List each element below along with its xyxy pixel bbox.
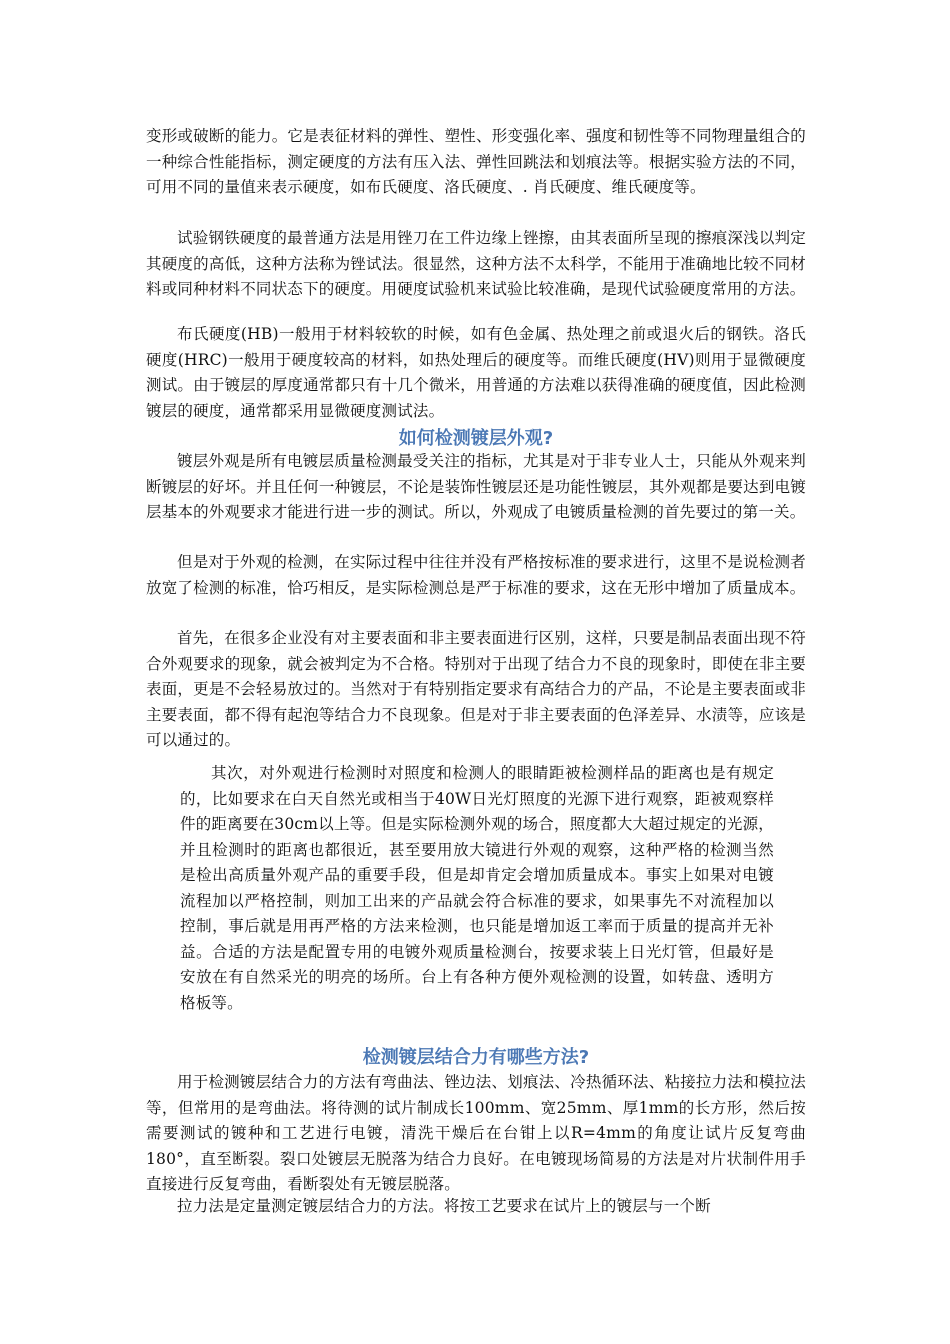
appearance-heading: 如何检测镀层外观? bbox=[398, 428, 554, 449]
adhesion-bend-test-paragraph: 用于检测镀层结合力的方法有弯曲法、锉边法、划痕法、冷热循环法、粘接拉力法和模拉法等，但常用的是弯曲法。将待测的试片制成长100mm、宽25mm、厚1mm的长方形，然后按需要测试的镀种和工艺进行电镀，清洗干燥后在台钳上以R=4mm的角度让试片反复弯曲180°，直至断裂。裂口处镀层无脱落为结合力良好。在电镀现场简易的方法是对片状制件用手直接进行反复弯曲，看断裂处有无镀层脱落。 bbox=[146, 1073, 806, 1193]
appearance-importance-paragraph: 镀层外观是所有电镀层质量检测最受关注的指标，尤其是对于非专业人士，只能从外观来判断镀层的好坏。并且任何一种镀层，不论是装饰性镀层还是功能性镀层，其外观都是要达到电镀层基本的外观要求才能进行进一步的测试。所以，外观成了电镀质量检测的首先要过的第一关。 bbox=[146, 452, 806, 521]
adhesion-heading: 检测镀层结合力有哪些方法? bbox=[362, 1047, 590, 1068]
appearance-standard-paragraph: 但是对于外观的检测，在实际过程中往往并没有严格按标准的要求进行，这里不是说检测者放宽了检测的标准，恰巧相反，是实际检测总是严于标准的要求，这在无形中增加了质量成本。 bbox=[146, 553, 806, 597]
appearance-inspection-paragraph: 其次，对外观进行检测时对照度和检测人的眼睛距被检测样品的距离也是有规定的，比如要求在白天自然光或相当于40W日光灯照度的光源下进行观察，距被观察样件的距离要在30cm以上等。但是实际检测外观的场合，照度都大大超过规定的光源，并且检测时的距离也都很近，甚至要用放大镜进行外观的观察，这种严格的检测当然是检出高质量外观产品的重要手段，但是却肯定会增加质量成本。事实上如果对电镀流程加以严格控制，则加工出来的产品就会符合标准的要求，如果事先不对流程加以控制，事后就是用再严格的方法来检测，也只能是增加返工率而于质量的提高并无补益。合适的方法是配置专用的电镀外观质量检测台，按要求装上日光灯管，但最好是安放在有自然采光的明亮的场所。台上有各种方便外观检测的设置，如转盘、透明方格板等。 bbox=[180, 764, 774, 1012]
adhesion-tensile-paragraph: 拉力法是定量测定镀层结合力的方法。将按工艺要求在试片上的镀层与一个断 bbox=[177, 1197, 711, 1215]
file-test-paragraph: 试验钢铁硬度的最普通方法是用锉刀在工件边缘上锉擦，由其表面所呈现的擦痕深浅以判定其硬度的高低，这种方法称为锉试法。很显然，这种方法不太科学，不能用于准确地比较不同材料或同种材料不同状态下的硬度。用硬度试验机来试验比较准确，是现代试验硬度常用的方法。 bbox=[146, 229, 806, 298]
hardness-types-paragraph: 布氏硬度(HB)一般用于材料较软的时候，如有色金属、热处理之前或退火后的钢铁。洛氏硬度(HRC)一般用于硬度较高的材料，如热处理后的硬度等。而维氏硬度(HV)则用于显微硬度测试。由于镀层的厚度通常都只有十几个微米，用普通的方法难以获得准确的硬度值，因此检测镀层的硬度，通常都采用显微硬度测试法。 bbox=[146, 325, 806, 420]
appearance-surface-paragraph: 首先，在很多企业没有对主要表面和非主要表面进行区别，这样，只要是制品表面出现不符合外观要求的现象，就会被判定为不合格。特别对于出现了结合力不良的现象时，即使在非主要表面，更是不会轻易放过的。当然对于有特别指定要求有高结合力的产品，不论是主要表面或非主要表面，都不得有起泡等结合力不良现象。但是对于非主要表面的色泽差异、水渍等，应该是可以通过的。 bbox=[146, 629, 806, 749]
hardness-intro-paragraph: 变形或破断的能力。它是表征材料的弹性、塑性、形变强化率、强度和韧性等不同物理量组合的一种综合性能指标，测定硬度的方法有压入法、弹性回跳法和划痕法等。根据实验方法的不同，可用不同的量值来表示硬度，如布氏硬度、洛氏硬度、. 肖氏硬度、维氏硬度等。 bbox=[146, 127, 806, 196]
